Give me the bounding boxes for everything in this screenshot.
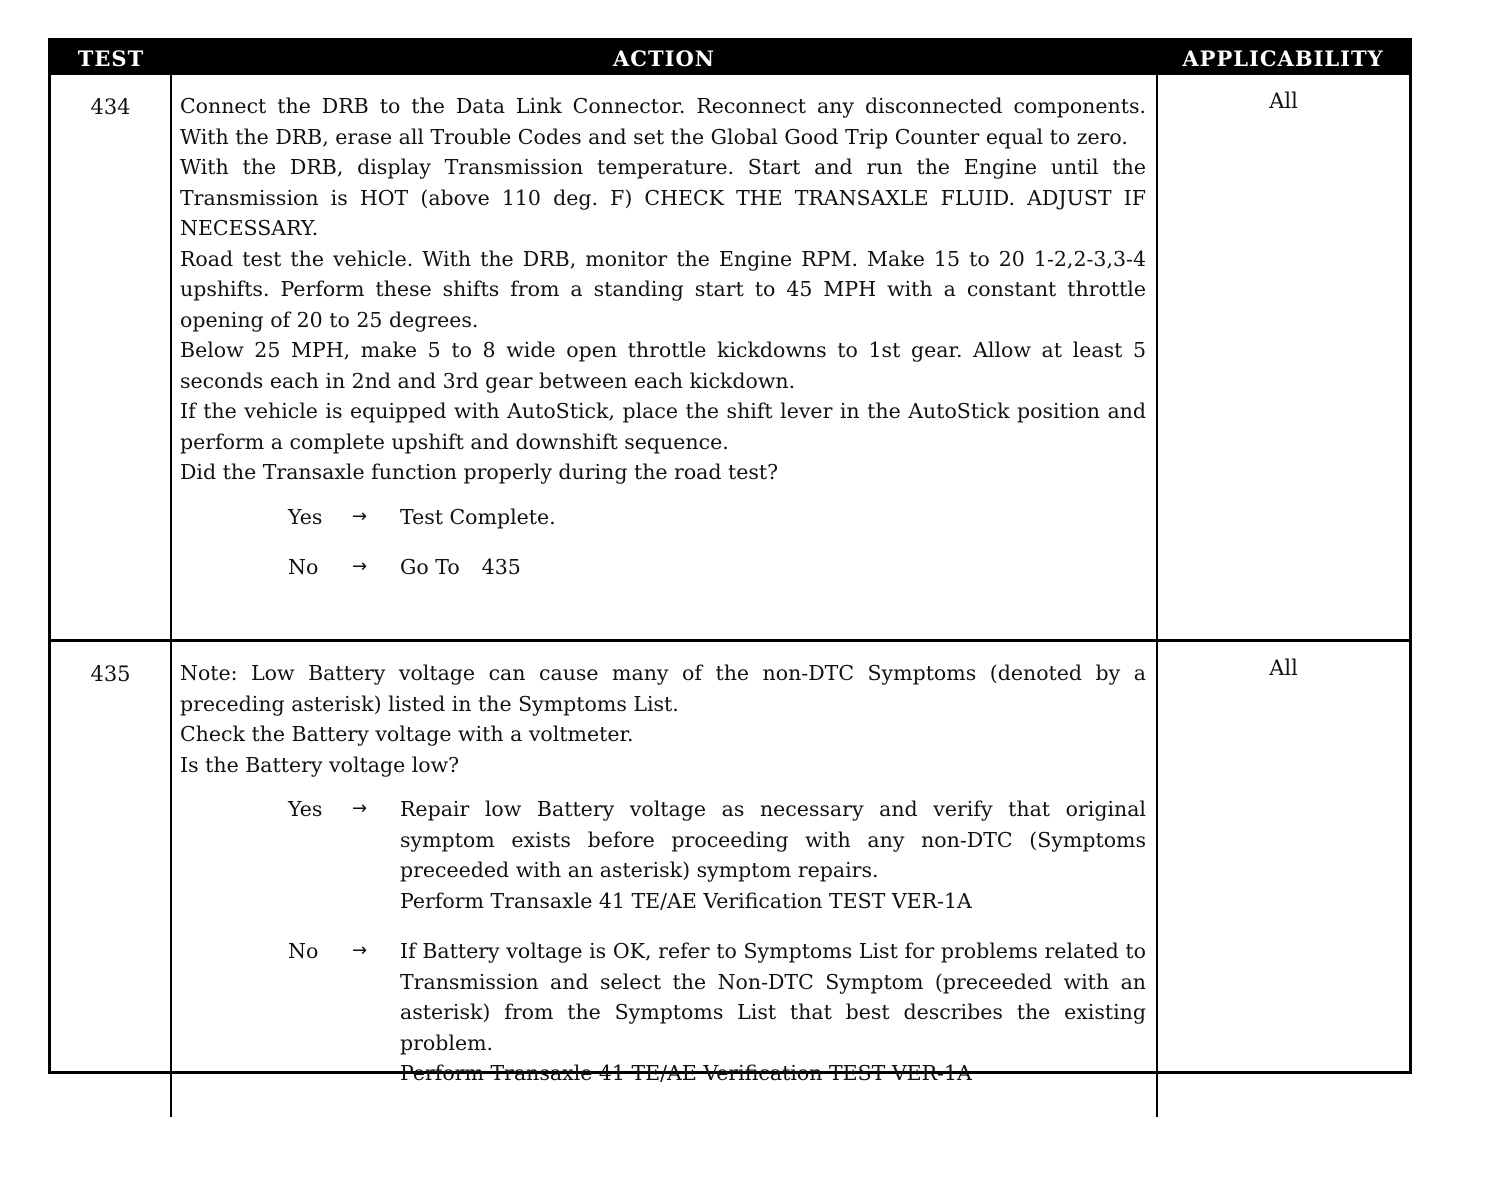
answer-yes-text: Test Complete. [400,504,556,529]
answer-no-text [400,936,1146,1089]
action-cell [171,641,1157,1117]
answer-no-label: No [288,939,319,963]
answer-no-followup: Perform Transaxle 41 TE/AE Verification TEST VER-1A [400,1061,972,1085]
action-paragraph: Connect the DRB to the Data Link Connector. Reconnect any disconnected components. With the DRB, erase all Trouble Codes and set the Global Good Trip Counter equal to zero. [180,94,1146,149]
answer-yes-label: Yes [288,504,323,529]
answer-yes-label: Yes [288,797,323,821]
applicability-value: All [1157,75,1409,641]
header-test: TEST [51,41,171,75]
header-action: ACTION [171,41,1157,75]
answer-no [288,552,1146,583]
action-paragraph: With the DRB, display Transmission temperature. Start and run the Engine until the Transmission is HOT (above 110 deg. F) CHECK THE TRANSAXLE FLUID. ADJUST IF NECESSARY. [180,155,1146,240]
action-paragraph: Below 25 MPH, make 5 to 8 wide open throttle kickdowns to 1st gear. Allow at least 5 seconds each in 2nd and 3rd gear between each kickdown. [180,338,1146,393]
goto-label: Go To [400,555,460,579]
answer-no-body: If Battery voltage is OK, refer to Symptoms List for problems related to Transmission and select the Non-DTC Symptom (preceeded with an asterisk) from the Symptoms List that best describes the existing problem. [400,939,1146,1055]
action-paragraph: Note: Low Battery voltage can cause many of the non-DTC Symptoms (denoted by a preceding asterisk) listed in the Symptoms List. [180,661,1146,716]
right-arrow-icon: → [352,556,368,577]
test-number: 434 [51,75,171,641]
table-row-434 [51,75,1409,641]
answer-yes [288,502,1146,533]
action-paragraph: Check the Battery voltage with a voltmeter. [180,722,634,746]
goto-test-number: 435 [481,555,521,579]
action-paragraph: If the vehicle is equipped with AutoStick, place the shift lever in the AutoStick position and perform a complete upshift and downshift sequence. [180,399,1146,454]
answer-list [180,794,1146,1089]
answer-yes-followup: Perform Transaxle 41 TE/AE Verification TEST VER-1A [400,888,972,913]
action-cell [171,75,1157,641]
header-applicability: APPLICABILITY [1157,41,1409,75]
diagnostic-table [51,41,1409,1117]
table-row-435 [51,641,1409,1117]
answer-yes-text [400,794,1146,916]
answer-yes [288,794,1146,916]
action-question: Is the Battery voltage low? [180,752,460,777]
right-arrow-icon: → [352,505,368,527]
action-question: Did the Transaxle function properly during the road test? [180,460,779,484]
test-number: 435 [51,641,171,1117]
answer-no-text [400,552,1146,583]
right-arrow-icon: → [352,798,368,819]
answer-yes-body: Repair low Battery voltage as necessary and verify that original symptom exists before proceeding with any non-DTC (Symptoms preceeded with an asterisk) symptom repairs. [400,797,1146,882]
answer-no [288,936,1146,1089]
right-arrow-icon: → [352,940,368,961]
applicability-value: All [1157,641,1409,1117]
answer-no-label: No [288,555,319,579]
action-paragraph: Road test the vehicle. With the DRB, monitor the Engine RPM. Make 15 to 20 1-2,2-3,3-4 upshifts. Perform these shifts from a standing start to 45 MPH with a constant throttle opening of 20 to 25 degrees. [180,246,1146,332]
table-header-row [51,41,1409,75]
diagnostic-table-frame [48,38,1412,1085]
answer-list [180,502,1146,583]
